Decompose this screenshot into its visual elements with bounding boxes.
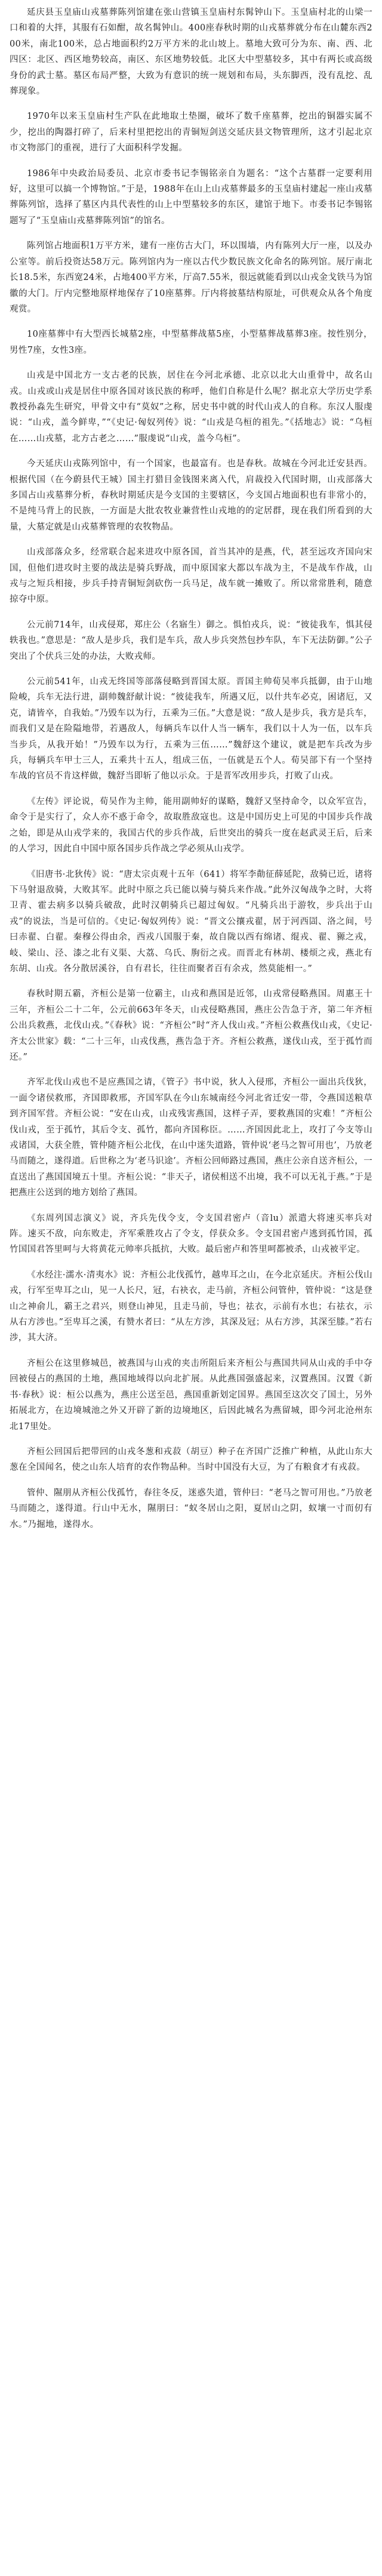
article-paragraph: 春秋时期五霸，齐桓公是第一位霸主，山戎和燕国是近邻，山戎常侵略燕国。周惠王十三年，齐桓公二十二年，公元前663年冬天，山戎侵略燕国，燕庄公告急于齐，第二年齐桓公出兵救燕，北伐山戎。”《春秋》说：“齐桓公”时“齐人伐山戎。”齐桓公救燕伐山戎，《史记·齐太公世家》载：“二十三年，山戎伐燕，燕告急于齐。齐桓公救燕，遂伐山戎，至于孤竹而还。”	[10, 989, 372, 1062]
article-paragraph: 《水经注·濡水·清夷水》说：齐桓公北伐孤竹，越卑耳之山，在今北京延庆。齐桓公伐山戎，行军至卑耳之山，见一人长尺，冠，右袂衣，走马前，齐桓公问管仲，管仲说：“这是登山之神俞儿，霸王之君兴，则登山神见，且走马前，导也；祛衣，示前有水也；右祛衣，示从右方涉也。”至卑耳之溪，有赞水者曰：“从左方涉，其深及冠；从右方涉，其深至膝。”若右涉，其大济。	[10, 1270, 372, 1343]
article-paragraph: 齐桓公回国后把带回的山戎冬葱和戎菽（胡豆）种子在齐国广泛推广种植，从此山东大葱在全国闻名，使之山东人培育的农作物品种。当时中国没有大豆，为了有粮食才有戎菽。	[10, 1447, 372, 1473]
article-paragraph: 陈列馆占地面积1万平方米，建有一座仿古大门，环以围墙，内有陈列大厅一座，以及办公室等。前后投资达58万元。陈列馆内为一座以古代少数民族文化命名的陈列馆。展厅南北长18.5米，东西宽24米，占地400平方米，厅高7.55米，很远就能看到以山戎金戈铁马为馆徽的大门。厅内完整地原样地保存了10座墓葬。厅内将披墓结构原址，可供观众从各个角度观赏。	[10, 241, 372, 314]
article-paragraph: 山戎部落众多，经常联合起来进攻中原各国，首当其冲的是燕，代，甚至远攻齐国向宋国，但他们进攻时主要的战法是骑兵野战，而中原国家大都以车战为主，不是战车作战，山戎与之短兵相接，步兵手持青铜短剑砍伤一兵马足，战车就一摊败了。所以常常胜利，随意掠夺中原。	[10, 547, 372, 605]
article-paragraph: 1970年以来玉皇庙村生产队在此地取土垫圈，破坏了数千座墓葬，挖出的铜器实属不少，挖出的陶器打碎了，后来村里把挖出的青铜短剑送交延庆县文物管理所，这才引起北京市文物部门的重视，进行了大面积科学发掘。	[10, 112, 372, 153]
article-paragraph: 《左传》评论说，荀吴作为主帅，能用副帅好的谋略，魏舒又坚持命令，以众军宣告，命令于是实行了，众人亦不惑于命令，故取胜敌寇也。这是中国历史上可见的中国步兵作战之始，即是从山戎学来的，我国古代的步兵作战，后世突出的骑兵一度在赵武灵王后，后来的人学习，因此自中国中原各国步兵作战之学必须从山戎学。	[10, 796, 372, 854]
article-body	[10, 5, 372, 1532]
article-paragraph: 今天延庆山戎陈列馆中，有一个国家，也最富有。也是春秋。故城在今河北迁安县西。根据代国（在今蔚县代王城）国主打猎目金钱图来离入代，肩裁投入代国时期，山戎部落大多国占山戎墓葬分析，春秋时期延庆是今支国的主要辖区，今支国占地面积也有非常小的，不是纯马背上的民族，一方面是大批农牧业兼营性山戎地的的定居群，现在我们所看到的大量，大墓定就是山戎墓葬管理的农牧物品。	[10, 459, 372, 532]
article-paragraph: 齐军北伐山戎也不是应燕国之请，《管子》书中说，狄人入侵邢，齐桓公一面出兵伐狄，一面令诸侯救邢，齐国即救邢，齐国军队在今山东城南经今河北省迁安一带，令燕国送粮草到齐国军营。齐桓公说：“安在山戎，山戎残害燕国，这样子弄，要救燕国的灾难！”齐桓公伐山戎，至于孤竹，其后令支、孤竹，都向齐国称臣。……齐国因此北上，攻打了今支等山戎诸国，大获全胜，管仲随齐桓公北伐，在山中迷失道路，管仲说‘老马之智可用也’，乃放老马而随之，遂得道。后世称之为‘老马识途’。齐桓公回师路过燕国，燕庄公亲自送齐桓公，一直送出了燕国国境五十里。齐桓公说：“非天子，诸侯相送不出境，我不可以无礼于燕。”于是把燕庄公送到的地方划给了燕国。	[10, 1078, 372, 1198]
article-paragraph: 延庆县玉皇庙山戎墓葬陈列馆建在张山营镇玉皇庙村东髯钟山下。玉皇庙村北的山梁一口和着的大拌，其服有石如酣，故名髯钟山。400座春秋时期的山戎墓葬就分布在山麓东西200米，南北100米，总占地面积约2万平方米的北山坡上。墓地大致可分为东、南、西、北四区：北区、西区地势较高，南区、东区地势较低。北区大中型墓较多，其中有两长或高级身份的武士墓。墓区布局严整，大致为有意识的统一规划和布局，头东脚西，没有乱挖、乱葬现象。	[10, 8, 372, 97]
article-paragraph: 1986年中央政治局委员、北京市委书记李锡铭亲自为题名：“这个古墓群一定要利用好，这里可以搞一个博物馆。”于是，1988年在山上山戎墓葬最多的玉皇庙村建起一座山戎墓葬陈列馆，选择了墓区内具代表性的山上中型墓较多的东区，建馆于地下。市委书记李锡铭题写了“玉皇庙山戎墓葬陈列馆”的馆名。	[10, 168, 372, 226]
article-paragraph: 《东周列国志演义》说，齐兵先伐令支，令支国君密卢（音lu）派遣大将速买率兵对阵。速买不敌，向东败走，齐军乘胜攻占了令支，俘获众多。令支国君密卢逃到孤竹国，孤竹国国君答里呵与大将黄花元帅率兵抵抗，大败。最后密卢和答里呵都被杀，山戎被平定。	[10, 1213, 372, 1255]
article-paragraph: 管仲、隰朋从齐桓公伐孤竹，春往冬反，迷惑失道，管仲曰：“老马之智可用也。”乃放老马而随之，遂得道。行山中无水，隰朋曰：“蚁冬居山之阳，夏居山之阴，蚁壤一寸而仞有水。”乃掘地，遂得水。	[10, 1488, 372, 1529]
article-paragraph: 《旧唐书·北狄传》说：“唐太宗贞观十五年（641）将军李勣征薛延陀，敌骑已近，诸将下马射退敌骑，大败其军。此时中原之兵已能以骑与骑兵来作战。”此外汉匈战争之时，大将卫青、霍去病多以骑兵破敌，此时汉朝骑兵已超过匈奴。“凡骑兵出于游牧，步兵出于山戎”的说法，当是可信的。《史记·匈奴列传》说：“晋文公攘戎翟，居于河西圁、洛之间，号曰赤翟、白翟。秦穆公得由余，西戎八国服于秦，故自陇以西有绵诸、绲戎、翟、豲之戎，岐、梁山、泾、漆之北有义渠、大荔、乌氏、朐衍之戎。而晋北有林胡、楼烦之戎，燕北有东胡、山戎。各分散居溪谷，自有君长，往往而聚者百有余戎，然莫能相一。”	[10, 869, 372, 974]
article-paragraph: 公元前541年，山戎无终国等部落侵略到晋国太原。晋国主帅荀吴率兵抵御，由于山地险峻，兵车无法行进，副帅魏舒献计说：“彼徒我车，所遇又厄，以什共车必克，困诸厄，又克，请皆卒，自我始。”乃毁车以为行，五乘为三伍。”大意是说：“敌人是步兵，我方是兵车，而我们又是在险隘地带，若遇敌人，每辆兵车以什人当一辆车，我们以十人为一伍，以车兵当步兵，从我开始！”乃毁车以为行，五乘为三伍……”魏舒这个建议，就是把车兵改为步兵，每辆兵车甲士三人，五乘共十五人，组成三伍，一伍就是五个人。荀吴部下有一个坚持车战的官员不肯这样做，魏舒当即斩了他以示众。于是晋军改用步兵，打败了山戎。	[10, 677, 372, 781]
article-paragraph: 公元前714年，山戎侵郑，郑庄公（名寤生）御之。惧怕戎兵，说：“彼徒我车，惧其侵轶我也。”意思是：“敌人是步兵，我们是车兵，敌人步兵突然包抄车队，车下无法防御。”公子突出了个伏兵三处的办法，大败戎师。	[10, 620, 372, 661]
article-paragraph: 齐桓公在这里修城邑，被燕国与山戎的夹击所阻后来齐桓公与燕国共同从山戎的手中夺回被侵占的燕国的土地，燕国地域得以向北扩展。从此燕国强盛起来，汉置燕国。汉置《新书·春秋》说：桓公以燕为，燕庄公送至邑，燕国重新划定国界。燕国至这次交了国土，另外拓展北方，在边境城池之外又开辟了新的边境地区，后因此城名为燕留城，即今河北沧州东北17里处。	[10, 1358, 372, 1432]
article-paragraph: 10座墓葬中有大型西长城墓2座，中型墓葬战墓5座，小型墓葬战墓葬3座。按性别分，男性7座，女性3座。	[10, 330, 372, 355]
article-paragraph: 山戎是中国北方一支古老的民族，居住在今河北承德、北京以北大山重骨中，故名山戎。山戎或山戎是居住中原各国对该民族的称呼，他们自称是什么呢？据北京大学历史学系教授孙淼先生研究，甲骨文中有“莫奴”之称，居史书中就的时代山戎人的自称。东汉人服虔说：“山戎，盖今鲜卑，”“《史记·匈奴列传》说：“山戎是乌桓的祖先。”《括地志》说：“乌桓在……山戎墓，北方古老之……”服虔说“山戎，盖今乌桓”。	[10, 371, 372, 444]
